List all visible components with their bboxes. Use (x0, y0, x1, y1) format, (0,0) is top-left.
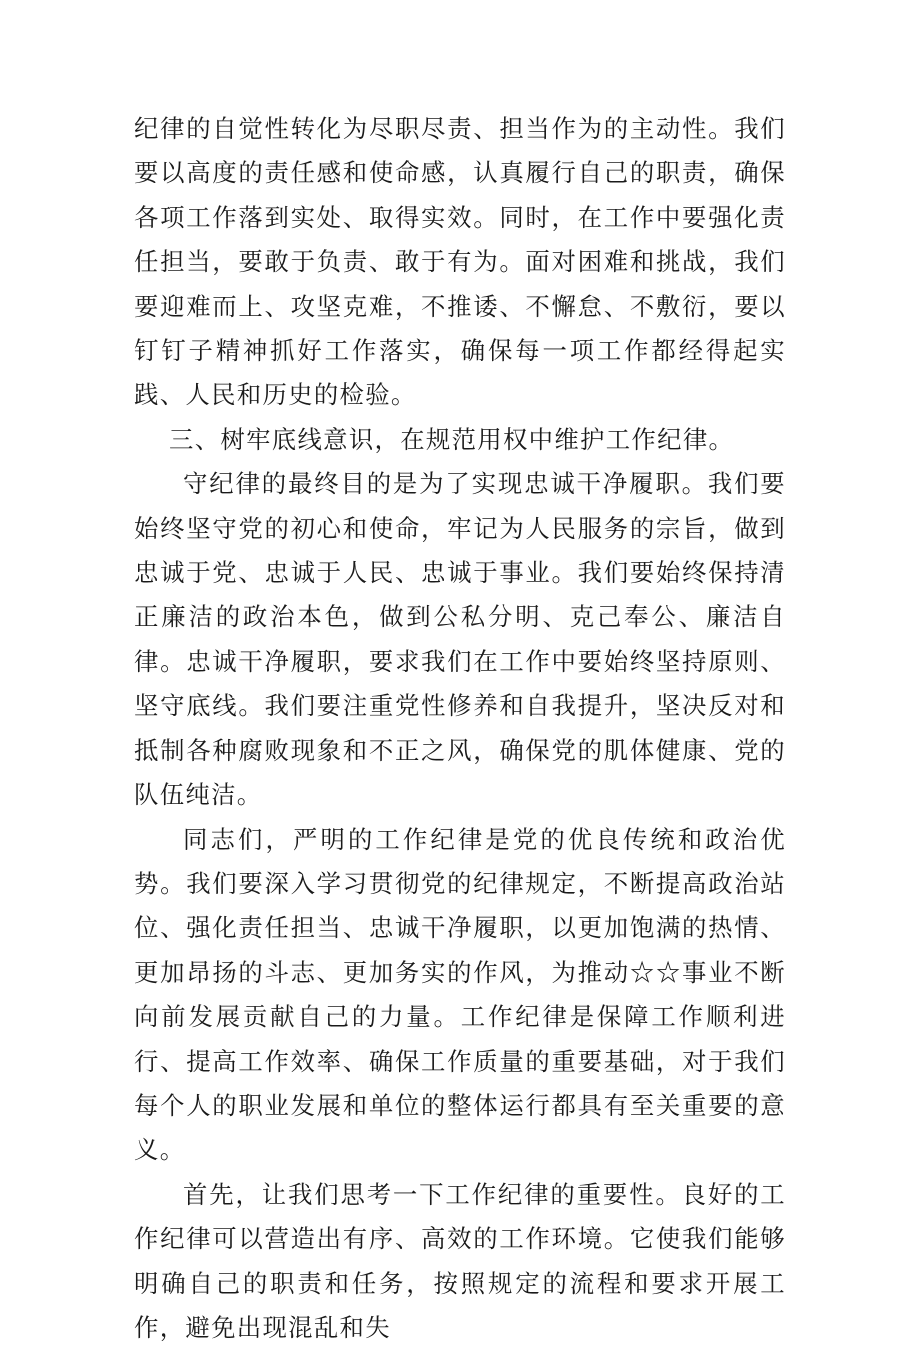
paragraph-first-point: 首先，让我们思考一下工作纪律的重要性。良好的工作纪律可以营造出有序、高效的工作环境。它使我们能够明确自己的职责和任务，按照规定的流程和要求开展工作，避免出现混乱和失 (134, 1179, 786, 1342)
paragraph-continuation: 纪律的自觉性转化为尽职尽责、担当作为的主动性。我们要以高度的责任感和使命感，认真履行自己的职责，确保各项工作落到实处、取得实效。同时，在工作中要强化责任担当，要敢于负责、敢于有为。面对困难和挑战，我们要迎难而上、攻坚克难，不推诿、不懈怠、不敷衍，要以钉钉子精神抓好工作落实，确保每一项工作都经得起实践、人民和历史的检验。 (134, 114, 786, 410)
paragraph-closing: 同志们，严明的工作纪律是党的优良传统和政治优势。我们要深入学习贯彻党的纪律规定，不断提高政治站位、强化责任担当、忠诚干净履职，以更加饱满的热情、更加昂扬的斗志、更加务实的作风，为推动☆☆事业不断向前发展贡献自己的力量。工作纪律是保障工作顺利进行、提高工作效率、确保工作质量的重要基础，对于我们每个人的职业发展和单位的整体运行都具有至关重要的意义。 (134, 824, 786, 1165)
section-heading: 三、树牢底线意识，在规范用权中维护工作纪律。 (169, 424, 735, 454)
document-body (134, 107, 786, 1350)
paragraph-section-three: 守纪律的最终目的是为了实现忠诚干净履职。我们要始终坚守党的初心和使命，牢记为人民服务的宗旨，做到忠诚于党、忠诚于人民、忠诚于事业。我们要始终保持清正廉洁的政治本色，做到公私分明、克己奉公、廉洁自律。忠诚干净履职，要求我们在工作中要始终坚持原则、坚守底线。我们要注重党性修养和自我提升，坚决反对和抵制各种腐败现象和不正之风，确保党的肌体健康、党的队伍纯洁。 (134, 469, 786, 810)
